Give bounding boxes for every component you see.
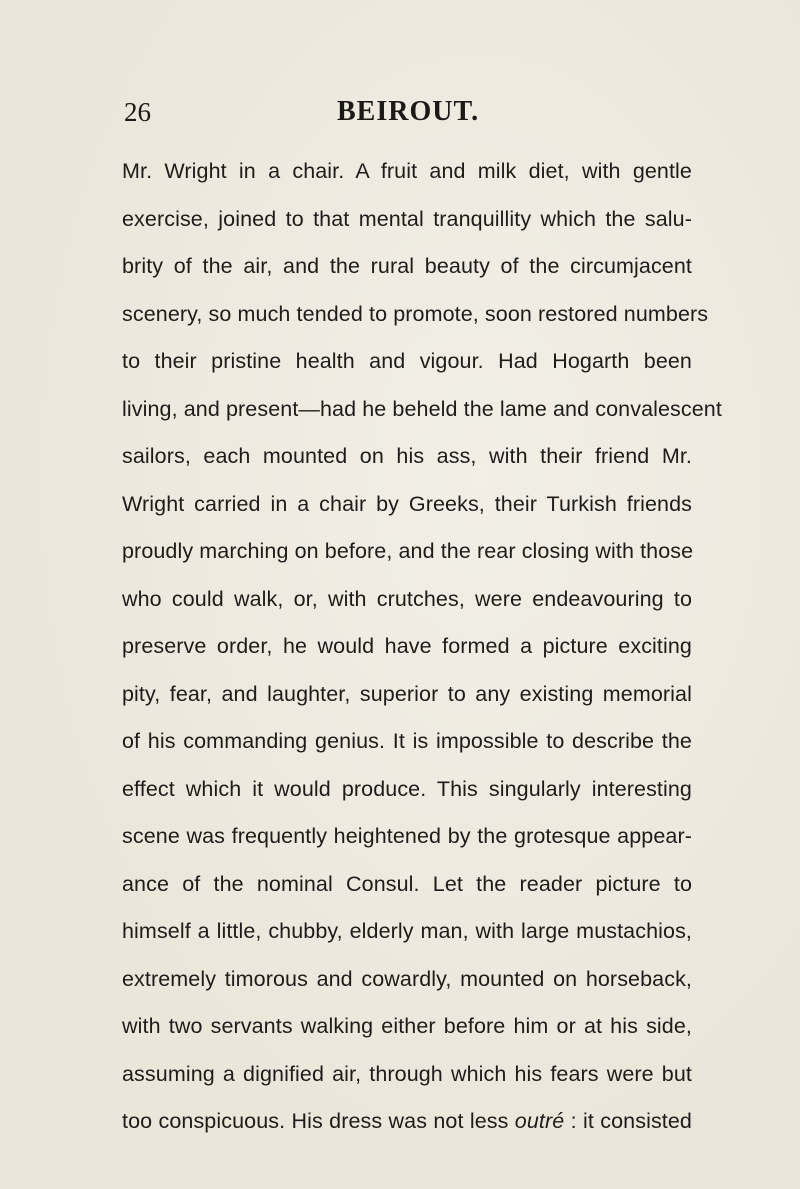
- running-head: BEIROUT.: [337, 96, 480, 127]
- text-line: to their pristine health and vigour. Had Hogarth been: [122, 349, 692, 373]
- text-line: effect which it would produce. This singularly interesting: [122, 776, 692, 801]
- text-line: who could walk, or, with crutches, were endeavouring to: [122, 586, 692, 611]
- text-line: exercise, joined to that mental tranquillity which the salu-: [122, 206, 692, 231]
- text-line: himself a little, chubby, elderly man, with large mustachios,: [122, 919, 692, 943]
- text-line: Wright carried in a chair by Greeks, their Turkish friends: [122, 491, 692, 516]
- text-line: proudly marching on before, and the rear closing with those: [122, 539, 694, 563]
- text-line: assuming a dignified air, through which his fears were but: [122, 1061, 692, 1086]
- text-line: with two servants walking either before him or at his side,: [122, 1014, 692, 1038]
- text-line: scene was frequently heightened by the grotesque appear-: [122, 824, 692, 848]
- text-line: sailors, each mounted on his ass, with their friend Mr.: [122, 444, 692, 468]
- text-line: preserve order, he would have formed a picture exciting: [122, 634, 692, 658]
- text-line: of his commanding genius. It is impossible to describe the: [122, 729, 692, 753]
- text-line: Mr. Wright in a chair. A fruit and milk diet, with gentle: [122, 159, 692, 183]
- text-line: scenery, so much tended to promote, soon restored numbers: [122, 301, 709, 326]
- emphasized-word: outré: [514, 1109, 565, 1133]
- page-number: 26: [124, 97, 151, 127]
- text-line: living, and present—had he beheld the lame and convalescent: [122, 396, 722, 421]
- body-text: [122, 148, 722, 1146]
- text-line-last: [122, 1098, 692, 1146]
- text-segment: too conspicuous. His dress was not less: [122, 1109, 515, 1133]
- text-line: extremely timorous and cowardly, mounted on horseback,: [122, 966, 692, 991]
- page-header: [124, 94, 684, 134]
- text-line: brity of the air, and the rural beauty of the circumjacent: [122, 254, 692, 278]
- text-line: pity, fear, and laughter, superior to any existing memorial: [122, 681, 692, 706]
- text-line: ance of the nominal Consul. Let the reader picture to: [122, 871, 692, 896]
- text-segment: : it consisted: [564, 1109, 692, 1133]
